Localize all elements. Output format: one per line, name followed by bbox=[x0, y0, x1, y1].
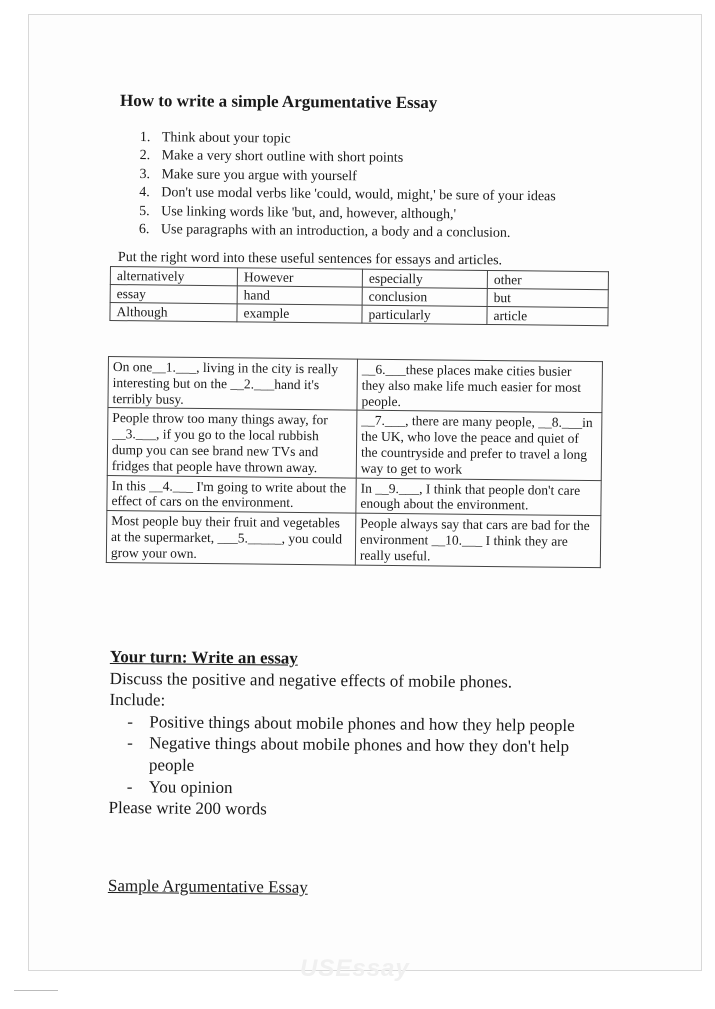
sentence-cell: __7.___, there are many people, __8.___in the UK, who love the peace and quiet of the countryside and prefer to travel a long way to get to work bbox=[356, 411, 602, 481]
word-bank-table bbox=[109, 266, 609, 326]
step-item: 3. Make sure you argue with yourself bbox=[139, 166, 357, 185]
list-item: - Negative things about mobile phones and how they don't help people bbox=[127, 733, 570, 775]
sample-essay-heading: Sample Argumentative Essay bbox=[107, 876, 308, 897]
word-cell: example bbox=[237, 304, 362, 323]
step-item: 6. Use paragraphs with an introduction, a body and a conclusion. bbox=[138, 222, 511, 241]
exercise-instruction: Put the right word into these useful sentences for essays and articles. bbox=[117, 250, 503, 269]
list-item: - Positive things about mobile phones and how they help people bbox=[127, 711, 575, 735]
word-cell: conclusion bbox=[362, 287, 487, 306]
page-title: How to write a simple Argumentative Essay bbox=[119, 90, 438, 113]
step-item: 2. Make a very short outline with short points bbox=[139, 148, 404, 167]
table-row bbox=[107, 408, 602, 480]
your-turn-section bbox=[108, 646, 589, 823]
word-cell: alternatively bbox=[110, 267, 237, 286]
essay-prompt: Discuss the positive and negative effects of mobile phones. bbox=[109, 668, 513, 692]
word-cell: hand bbox=[237, 286, 362, 305]
word-cell: However bbox=[237, 268, 362, 287]
step-item: 4. Don't use modal verbs like 'could, would, might,' be sure of your ideas bbox=[139, 185, 556, 205]
table-row bbox=[107, 475, 601, 516]
word-cell: Although bbox=[110, 303, 237, 322]
watermark-logo: USEssay bbox=[300, 955, 410, 982]
word-cell: but bbox=[487, 288, 608, 307]
sentence-cell: People always say that cars are bad for the environment __10.___ I think they are really useful. bbox=[355, 513, 601, 567]
step-item: 1. Think about your topic bbox=[139, 129, 291, 147]
sentence-cell: Most people buy their fruit and vegetables at the supermarket, ___5._____, you could grow your own. bbox=[106, 511, 356, 565]
sentence-cell: People throw too many things away, for __3.___, if you go to the local rubbish dump you can see brand new TVs and fridges that people have thrown away. bbox=[107, 408, 357, 478]
word-count-note: Please write 200 words bbox=[108, 798, 267, 819]
steps-list bbox=[139, 129, 557, 244]
word-cell: other bbox=[487, 270, 608, 289]
list-item: - You opinion bbox=[126, 776, 233, 797]
word-cell: essay bbox=[110, 285, 237, 304]
sentence-cell: On one__1.___, living in the city is really interesting but on the __2.___hand it's terribly busy. bbox=[108, 357, 358, 411]
sentence-cell: __6.___these places make cities busier they also make life much easier for most people. bbox=[357, 359, 603, 413]
sentence-cell: In this __4.___ I'm going to write about the effect of cars on the environment. bbox=[107, 475, 356, 513]
include-label: Include: bbox=[109, 690, 166, 710]
word-cell: especially bbox=[362, 269, 487, 288]
step-item: 5. Use linking words like 'but, and, however, although,' bbox=[139, 203, 457, 222]
word-cell: particularly bbox=[362, 305, 487, 324]
table-row bbox=[106, 511, 601, 568]
sentence-cell: In __9.___, I think that people don't care enough about the environment. bbox=[356, 478, 601, 516]
corner-mark bbox=[14, 990, 58, 991]
table-row bbox=[108, 357, 603, 414]
word-cell: article bbox=[487, 306, 608, 325]
your-turn-heading: Your turn: Write an essay bbox=[109, 646, 298, 668]
include-list bbox=[109, 711, 590, 802]
sentence-table bbox=[106, 356, 603, 568]
